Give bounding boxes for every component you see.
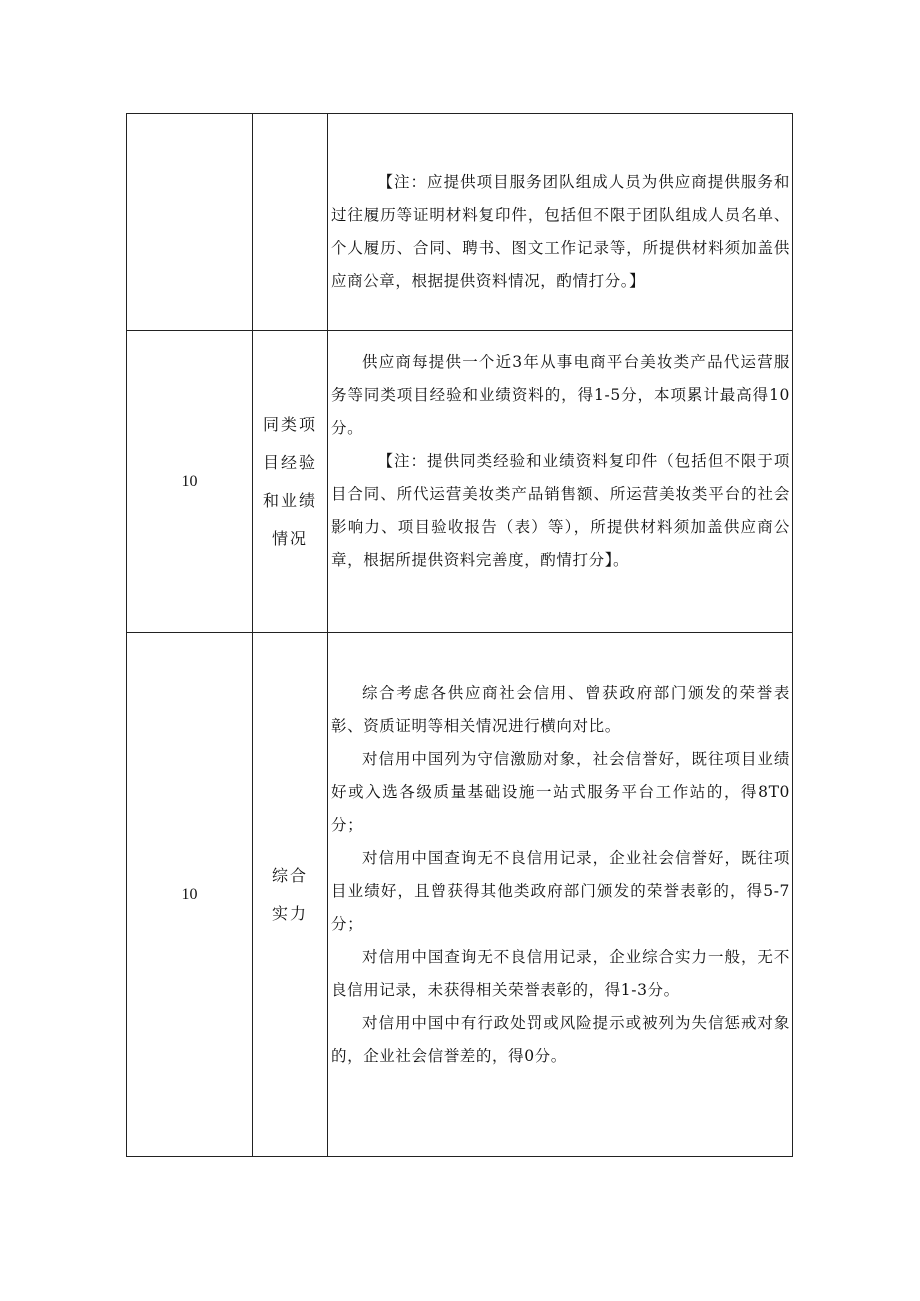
- item-label-line: 综合: [271, 865, 308, 885]
- criteria-paragraph: 综合考虑各供应商社会信用、曾获政府部门颁发的荣誉表彰、资质证明等相关情况进行横向对比。: [331, 684, 790, 735]
- description-cell: [328, 114, 793, 331]
- item-cell: [253, 633, 328, 1157]
- item-cell: [253, 114, 328, 331]
- item-label-line: 目经验: [262, 452, 317, 472]
- criteria-paragraph: 对信用中国查询无不良信用记录，企业社会信誉好，既往项目业绩好，且曾获得其他类政府部门颁发的荣誉表彰的，得5-7分；: [331, 849, 790, 933]
- scoring-table: [126, 113, 793, 1157]
- item-label-line: 和业绩: [262, 490, 317, 510]
- criteria-paragraph: 对信用中国中有行政处罚或风险提示或被列为失信惩戒对象的，企业社会信誉差的，得0分。: [331, 1014, 790, 1065]
- item-label-line: 情况: [271, 528, 308, 548]
- note-paragraph: 【注：提供同类经验和业绩资料复印件（包括但不限于项目合同、所代运营美妆类产品销售额、所运营美妆类平台的社会影响力、项目验收报告（表）等），所提供材料须加盖供应商公章，根据所提供资料完善度，酌情打分】。: [331, 452, 790, 569]
- note-paragraph: 【注：应提供项目服务团队组成人员为供应商提供服务和过往履历等证明材料复印件，包括但不限于团队组成人员名单、个人履历、合同、聘书、图文工作记录等，所提供材料须加盖供应商公章，根据提供资料情况，酌情打分。】: [331, 173, 790, 290]
- criteria-paragraph: 对信用中国查询无不良信用记录，企业综合实力一般，无不良信用记录，未获得相关荣誉表彰的，得1-3分。: [331, 948, 790, 999]
- item-cell: [253, 331, 328, 633]
- item-label-line: 同类项: [262, 414, 317, 434]
- description-cell: [328, 633, 793, 1157]
- item-label-line: 实力: [271, 903, 308, 923]
- score-cell: [127, 114, 253, 331]
- criteria-paragraph: 供应商每提供一个近3年从事电商平台美妆类产品代运营服务等同类项目经验和业绩资料的，得1-5分，本项累计最高得10分。: [331, 353, 790, 437]
- score-cell: 10: [127, 633, 253, 1157]
- table-row: [127, 633, 793, 1157]
- table-row: [127, 331, 793, 633]
- table-row: [127, 114, 793, 331]
- criteria-paragraph: 对信用中国列为守信激励对象，社会信誉好，既往项目业绩好或入选各级质量基础设施一站式服务平台工作站的，得8T0分；: [331, 750, 790, 834]
- description-cell: [328, 331, 793, 633]
- score-cell: 10: [127, 331, 253, 633]
